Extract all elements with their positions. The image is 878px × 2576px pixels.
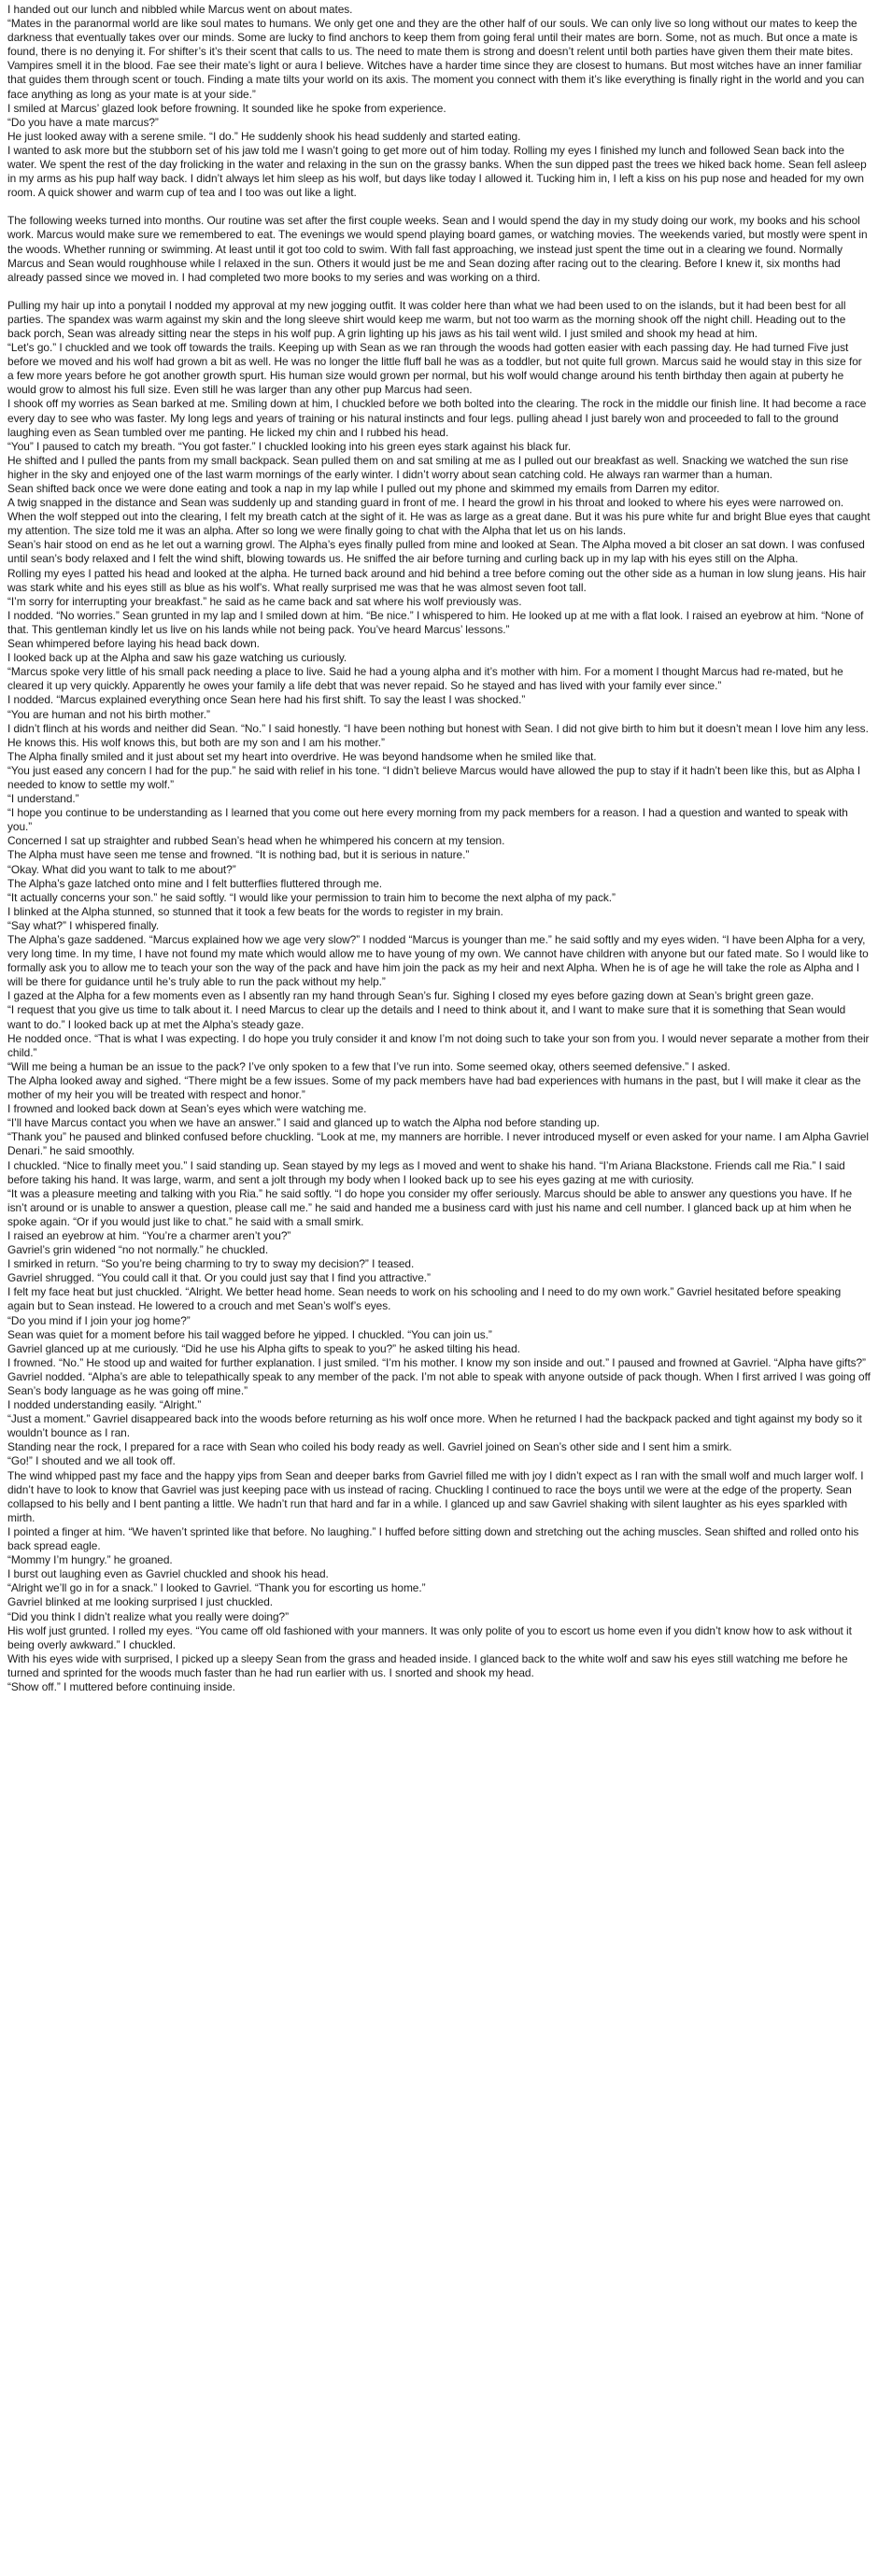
section-break	[7, 200, 871, 214]
story-paragraph: “Just a moment.” Gavriel disappeared back into the woods before returning as his wolf once more. When he returned I had the backpack packed and tight against my body so it wouldn’t bounce as I ran.	[7, 1412, 862, 1440]
story-paragraph: I pointed a finger at him. “We haven’t sprinted like that before. No laughing.” I huffed before sitting down and stretching out the aching muscles. Sean shifted and rolled onto his back spread eagle.	[7, 1524, 859, 1553]
story-paragraph: “I request that you give us time to talk about it. I need Marcus to clear up the details and I need to think about it, and I want to make sure that it is something that Sean would want to do.” I looked back up at met the Alpha’s steady gaze.	[7, 1003, 846, 1031]
story-paragraph: I looked back up at the Alpha and saw his gaze watching us curiously.	[7, 651, 347, 665]
story-paragraph: Gavriel glanced up at me curiously. “Did he use his Alpha gifts to speak to you?” he asked tilting his head.	[7, 1341, 520, 1355]
story-paragraph: The Alpha finally smiled and it just about set my heart into overdrive. He was beyond handsome when he smiled like that.	[7, 749, 597, 763]
story-paragraph: “You just eased any concern I had for the pup.” he said with relief in his tone. “I didn’t believe Marcus would have allowed the pup to stay if it hadn’t been like this, but as Alpha I needed to know to settle my wolf.”	[7, 763, 861, 791]
story-paragraph: “You are human and not his birth mother.”	[7, 707, 210, 721]
story-section	[7, 299, 871, 1694]
story-paragraph: He just looked away with a serene smile. “I do.” He suddenly shook his head suddenly and started eating.	[7, 129, 521, 143]
story-paragraph: “You” I paused to catch my breath. “You got faster.” I chuckled looking into his green eyes stark against his black fur.	[7, 439, 572, 453]
story-paragraph: Gavriel blinked at me looking surprised I just chuckled.	[7, 1595, 274, 1609]
story-paragraph: Standing near the rock, I prepared for a race with Sean who coiled his body ready as well. Gavriel joined on Sean’s other side and I sent him a smirk.	[7, 1440, 732, 1454]
story-paragraph: I didn’t flinch at his words and neither did Sean. “No.” I said honestly. “I have been nothing but honest with Sean. I did not give birth to him but it doesn’t mean I love him any less. He knows this. His wolf knows this, but both are my son and I am his mother.”	[7, 721, 869, 749]
story-paragraph: Pulling my hair up into a ponytail I nodded my approval at my new jogging outfit. It was colder here than what we had been used to on the islands, but it had been best for all parties. The spandex was warm against my skin and the long sleeve shirt would keep me warm, but not too warm as the morning shook off the night chill. Heading out to the back porch, Sean was already sitting near the steps in his wolf pup. A grin lighting up his jaws as his tail went wild. I just smiled and shook my head at him.	[7, 298, 846, 340]
story-paragraph: Sean whimpered before laying his head back down.	[7, 637, 260, 651]
story-paragraph: I chuckled. “Nice to finally meet you.” I said standing up. Sean stayed by my legs as I moved and went to shake his hand. “I’m Ariana Blackstone. Friends call me Ria.” I said before taking his hand. It was large, warm, and sent a jolt through my body when I looked back up to see his eyes gazing at me with curiosity.	[7, 1158, 845, 1186]
story-paragraph: I gazed at the Alpha for a few moments even as I absently ran my hand through Sean’s fur. Sighing I closed my eyes before gazing down at Sean’s bright green gaze.	[7, 989, 814, 1003]
story-paragraph: When the wolf stepped out into the clearing, I felt my breath catch at the sight of it. He was as large as a great dane. But it was his pure white fur and bright Blue eyes that caught my attention. The size told me it was an alpha. After so long we were finally going to chat with the Alpha that let us on his lands.	[7, 510, 871, 538]
story-paragraph: “Did you think I didn’t realize what you really were doing?”	[7, 1609, 290, 1623]
story-section	[7, 214, 871, 284]
story-paragraph: Sean’s hair stood on end as he let out a warning growl. The Alpha’s eyes finally pulled from mine and looked at Sean. The Alpha moved a bit closer an sat down. I was confused until sean’s body relaxed and I felt the wind shift, blowing towards us. He sniffed the air before turning and curling back up in my lap with his eyes still on the Alpha.	[7, 538, 865, 566]
story-paragraph: Sean was quiet for a moment before his tail wagged before he yipped. I chuckled. “You can join us.”	[7, 1327, 492, 1341]
story-paragraph: Gavriel nodded. “Alpha’s are able to telepathically speak to any member of the pack. I’m not able to speak with anyone outside of pack though. When I first arrived I was going off Sean’s body language as he was going off mine.”	[7, 1369, 871, 1397]
story-paragraph: I smirked in return. “So you’re being charming to try to sway my decision?” I teased.	[7, 1257, 415, 1271]
story-paragraph: “Do you have a mate marcus?”	[7, 115, 159, 129]
story-paragraph: I raised an eyebrow at him. “You’re a charmer aren’t you?”	[7, 1228, 291, 1242]
story-paragraph: Sean shifted back once we were done eating and took a nap in my lap while I pulled out my phone and skimmed my emails from Darren my editor.	[7, 482, 720, 495]
story-paragraph: “Do you mind if I join your jog home?”	[7, 1313, 191, 1327]
story-paragraph: “I hope you continue to be understanding as I learned that you come out here every morning from my pack members for a reason. I had a question and wanted to speak with you.”	[7, 806, 848, 834]
story-paragraph: I shook off my worries as Sean barked at me. Smiling down at him, I chuckled before we both bolted into the clearing. The rock in the middle our finish line. It had become a race every day to see who was faster. My long legs and years of training or his natural instincts and four legs. pulling ahead I just barely won and proceeded to fall to the ground laughing even as Sean tumbled over me panting. He licked my chin and I rubbed his head.	[7, 397, 867, 439]
story-paragraph: I nodded understanding easily. “Alright.”	[7, 1398, 202, 1412]
story-paragraph: “I’ll have Marcus contact you when we have an answer.” I said and glanced up to watch the Alpha nod before standing up.	[7, 1116, 600, 1130]
story-paragraph: I burst out laughing even as Gavriel chuckled and shook his head.	[7, 1567, 329, 1581]
story-paragraph: Gavriel’s grin widened “no not normally.” he chuckled.	[7, 1243, 269, 1257]
story-paragraph: I wanted to ask more but the stubborn set of his jaw told me I wasn’t going to get more out of him today. Rolling my eyes I finished my lunch and followed Sean back into the water. We spent the rest of the day frolicking in the water and relaxing in the sun on the grassy banks. When the sun dipped past the trees we hiked back home. Sean fell asleep in my arms as his pup half way back. I didn’t always let him sleep as his wolf, but days like today I allowed it. Tucking him in, I left a kiss on his pup nose and headed for my own room. A quick shower and warm cup of tea and I too was out like a light.	[7, 143, 867, 200]
story-paragraph: “Okay. What did you want to talk to me about?”	[7, 862, 236, 876]
story-paragraph: “Thank you” he paused and blinked confused before chuckling. “Look at me, my manners are horrible. I never introduced myself or even asked for your name. I am Alpha Gavriel Denari.” he said smoothly.	[7, 1130, 870, 1158]
story-paragraph: “I understand.”	[7, 792, 79, 806]
story-paragraph: Gavriel shrugged. “You could call it that. Or you could just say that I find you attractive.”	[7, 1271, 431, 1285]
story-paragraph: “Alright we’ll go in for a snack.” I looked to Gavriel. “Thank you for escorting us home.”	[7, 1581, 426, 1595]
story-paragraph: I felt my face heat but just chuckled. “Alright. We better head home. Sean needs to work on his schooling and I need to do my own work.” Gavriel hesitated before speaking again but to Sean instead. He lowered to a crouch and met Sean’s wolf’s eyes.	[7, 1285, 842, 1313]
story-paragraph: Rolling my eyes I patted his head and looked at the alpha. He turned back around and hid behind a tree before coming out the other side as a human in low slung jeans. His hair was stark white and his eyes still as blue as his wolf’s. What really surprised me was that he was almost seven foot tall.	[7, 566, 867, 594]
story-paragraph: The wind whipped past my face and the happy yips from Sean and deeper barks from Gavriel filled me with joy I didn’t expect as I ran with the small wolf and much larger wolf. I didn’t have to look to know that Gavriel was just keeping pace with us instead of racing. Chuckling I continued to race the boys until we were at the edge of the property. Sean collapsed to his belly and I bent panting a little. We hadn’t run that hard and far in a while. I glanced up and saw Gavriel shaking with silent laughter as his eyes sparkled with mirth.	[7, 1468, 864, 1524]
story-paragraph: With his eyes wide with surprised, I picked up a sleepy Sean from the grass and headed inside. I glanced back to the white wolf and saw his eyes still watching me before he turned and sprinted for the woods much faster than he had run earlier with us. I snorted and shook my head.	[7, 1651, 848, 1679]
story-paragraph: The Alpha looked away and sighed. “There might be a few issues. Some of my pack members have had bad experiences with humans in the past, but I will make it clear as the mother of my heir you will be treated with respect and honor.”	[7, 1073, 861, 1102]
story-paragraph: The Alpha’s gaze latched onto mine and I felt butterflies fluttered through me.	[7, 876, 383, 890]
story-paragraph: “It was a pleasure meeting and talking with you Ria.” he said softly. “I do hope you consider my offer seriously. Marcus should be able to answer any questions you have. If he isn’t around or is unable to answer a question, please call me.” he said and handed me a business card with just his name and cell number. I glanced back up at him when he spoke again. “Or if you would just like to chat.” he said with a small smirk.	[7, 1186, 853, 1228]
story-paragraph: I frowned. “No.” He stood up and waited for further explanation. I just smiled. “I’m his mother. I know my son inside and out.” I paused and frowned at Gavriel. “Alpha have gifts?”	[7, 1355, 866, 1369]
story-paragraph: “It actually concerns your son.” he said softly. “I would like your permission to train him to become the next alpha of my pack.”	[7, 890, 616, 904]
story-paragraph: I nodded. “No worries.” Sean grunted in my lap and I smiled down at him. “Be nice.” I whispered to him. He looked up at me with a flat look. I raised an eyebrow at him. “None of that. This gentleman kindly let us live on his lands while not being pack. You’ve heard Marcus’ lessons.”	[7, 608, 864, 636]
story-section	[7, 3, 871, 200]
story-paragraph: I frowned and looked back down at Sean’s eyes which were watching me.	[7, 1102, 367, 1116]
story-paragraph: The Alpha must have seen me tense and frowned. “It is nothing bad, but it is serious in nature.”	[7, 848, 470, 862]
story-paragraph: I handed out our lunch and nibbled while Marcus went on about mates.	[7, 3, 353, 16]
story-paragraph: His wolf just grunted. I rolled my eyes. “You came off old fashioned with your manners. It was only polite of you to escort us home even if you didn’t know how to ask without it being overly awkward.” I chuckled.	[7, 1623, 852, 1651]
story-paragraph: “Say what?” I whispered finally.	[7, 918, 160, 932]
story-paragraph: “Mommy I’m hungry.” he groaned.	[7, 1553, 173, 1567]
story-paragraph: “Will me being a human be an issue to the pack? I’ve only spoken to a few that I’ve run into. Some seemed okay, others seemed defensive.” I asked.	[7, 1059, 730, 1073]
story-paragraph: I blinked at the Alpha stunned, so stunned that it took a few beats for the words to register in my brain.	[7, 904, 503, 918]
section-break	[7, 285, 871, 299]
story-paragraph: “Show off.” I muttered before continuing inside.	[7, 1679, 235, 1693]
story-paragraph: He nodded once. “That is what I was expecting. I do hope you truly consider it and know I’m not doing such to take your son from you. I would never separate a mother from their child.”	[7, 1031, 870, 1059]
story-paragraph: I smiled at Marcus’ glazed look before frowning. It sounded like he spoke from experience.	[7, 101, 446, 115]
story-paragraph: The Alpha’s gaze saddened. “Marcus explained how we age very slow?” I nodded “Marcus is younger than me.” he said softly and my eyes widen. “I have been Alpha for a very, very long time. In my time, I have not found my mate which would allow me to have young of my own. We cannot have children with anyone but our fated mate. So I would like to formally ask you to allow me to teach your son the way of the pack and have him join the pack as my heir and next Alpha. When he is of age he will take the role as Alpha and I will be there for guidance until he’s truly able to run the pack without my help.”	[7, 933, 869, 989]
story-paragraph: Concerned I sat up straighter and rubbed Sean’s head when he whimpered his concern at my tension.	[7, 834, 505, 848]
story-paragraph: He shifted and I pulled the pants from my small backpack. Sean pulled them on and sat smiling at me as I pulled out our breakfast as well. Snacking we watched the sun rise higher in the sky and enjoyed one of the last warm mornings of the early winter. I didn’t worry about sean catching cold. He always ran warmer than a human.	[7, 453, 849, 481]
story-paragraph: “Go!” I shouted and we all took off.	[7, 1454, 176, 1468]
story-paragraph: The following weeks turned into months. Our routine was set after the first couple weeks. Sean and I would spend the day in my study doing our work, my books and his school work. Marcus would make sure we remembered to eat. The evenings we would spend playing board games, or watching movies. The weekends varied, but mostly were spent in the woods. Whether running or swimming. At least until it got too cold to swim. With fall fast approaching, we instead just spent the time out in a clearing we found. Normally Marcus and Sean would roughhouse while I relaxed in the sun. Others it would just be me and Sean dozing after racing out to the clearing. Before I knew it, six months had already passed since we moved in. I had completed two more books to my series and was working on a third.	[7, 214, 868, 284]
story-paragraph: “Let’s go.” I chuckled and we took off towards the trails. Keeping up with Sean as we ran through the woods had gotten easier with each passing day. He had turned Five just before we moved and his wolf had grown a bit as well. He was no longer the little fluff ball he was as a toddler, but not quite full grown. Marcus said he would stay in this size for a few more years before he got another growth spurt. His human size would grown per normal, but his wolf would change around his tenth birthday then again at puberty he would grow to almost his full size. Even still he was larger than any other pup Marcus had seen.	[7, 341, 862, 397]
story-paragraph: “Mates in the paranormal world are like soul mates to humans. We only get one and they are the other half of our souls. We can only live so long without our mates to keep the darkness that eventually takes over our minds. Some are lucky to find anchors to keep them from going feral until their mates are born. Some, not as much. But once a mate is found, there is no denying it. For shifter’s it’s their scent that calls to us. The need to mate them is strong and doesn’t relent until both parties have given them their mate bites. Vampires smell it in the blood. Fae see their mate’s light or aura I believe. Witches have a harder time since they are closest to humans. But most witches have an inner familiar that guides them through scent or touch. Finding a mate tilts your world on its axis. The moment you connect with them it’s like everything is finally right in the world and you can face anything as long as your mate is at your side.”	[7, 17, 865, 101]
story-paragraph: I nodded. “Marcus explained everything once Sean here had his first shift. To say the least I was shocked.”	[7, 693, 526, 707]
story-paragraph: “Marcus spoke very little of his small pack needing a place to live. Said he had a young alpha and it’s mother with him. For a moment I thought Marcus had re-mated, but he cleared it up very quickly. Apparently he owes your family a life debt that was never repaid. So he stayed and has lived with your family ever since.”	[7, 665, 843, 693]
story-paragraph: “I’m sorry for interrupting your breakfast.” he said as he came back and sat where his wolf previously was.	[7, 594, 522, 608]
story-paragraph: A twig snapped in the distance and Sean was suddenly up and standing guard in front of me. I heard the growl in his throat and looked to where his eyes were narrowed on.	[7, 496, 844, 510]
